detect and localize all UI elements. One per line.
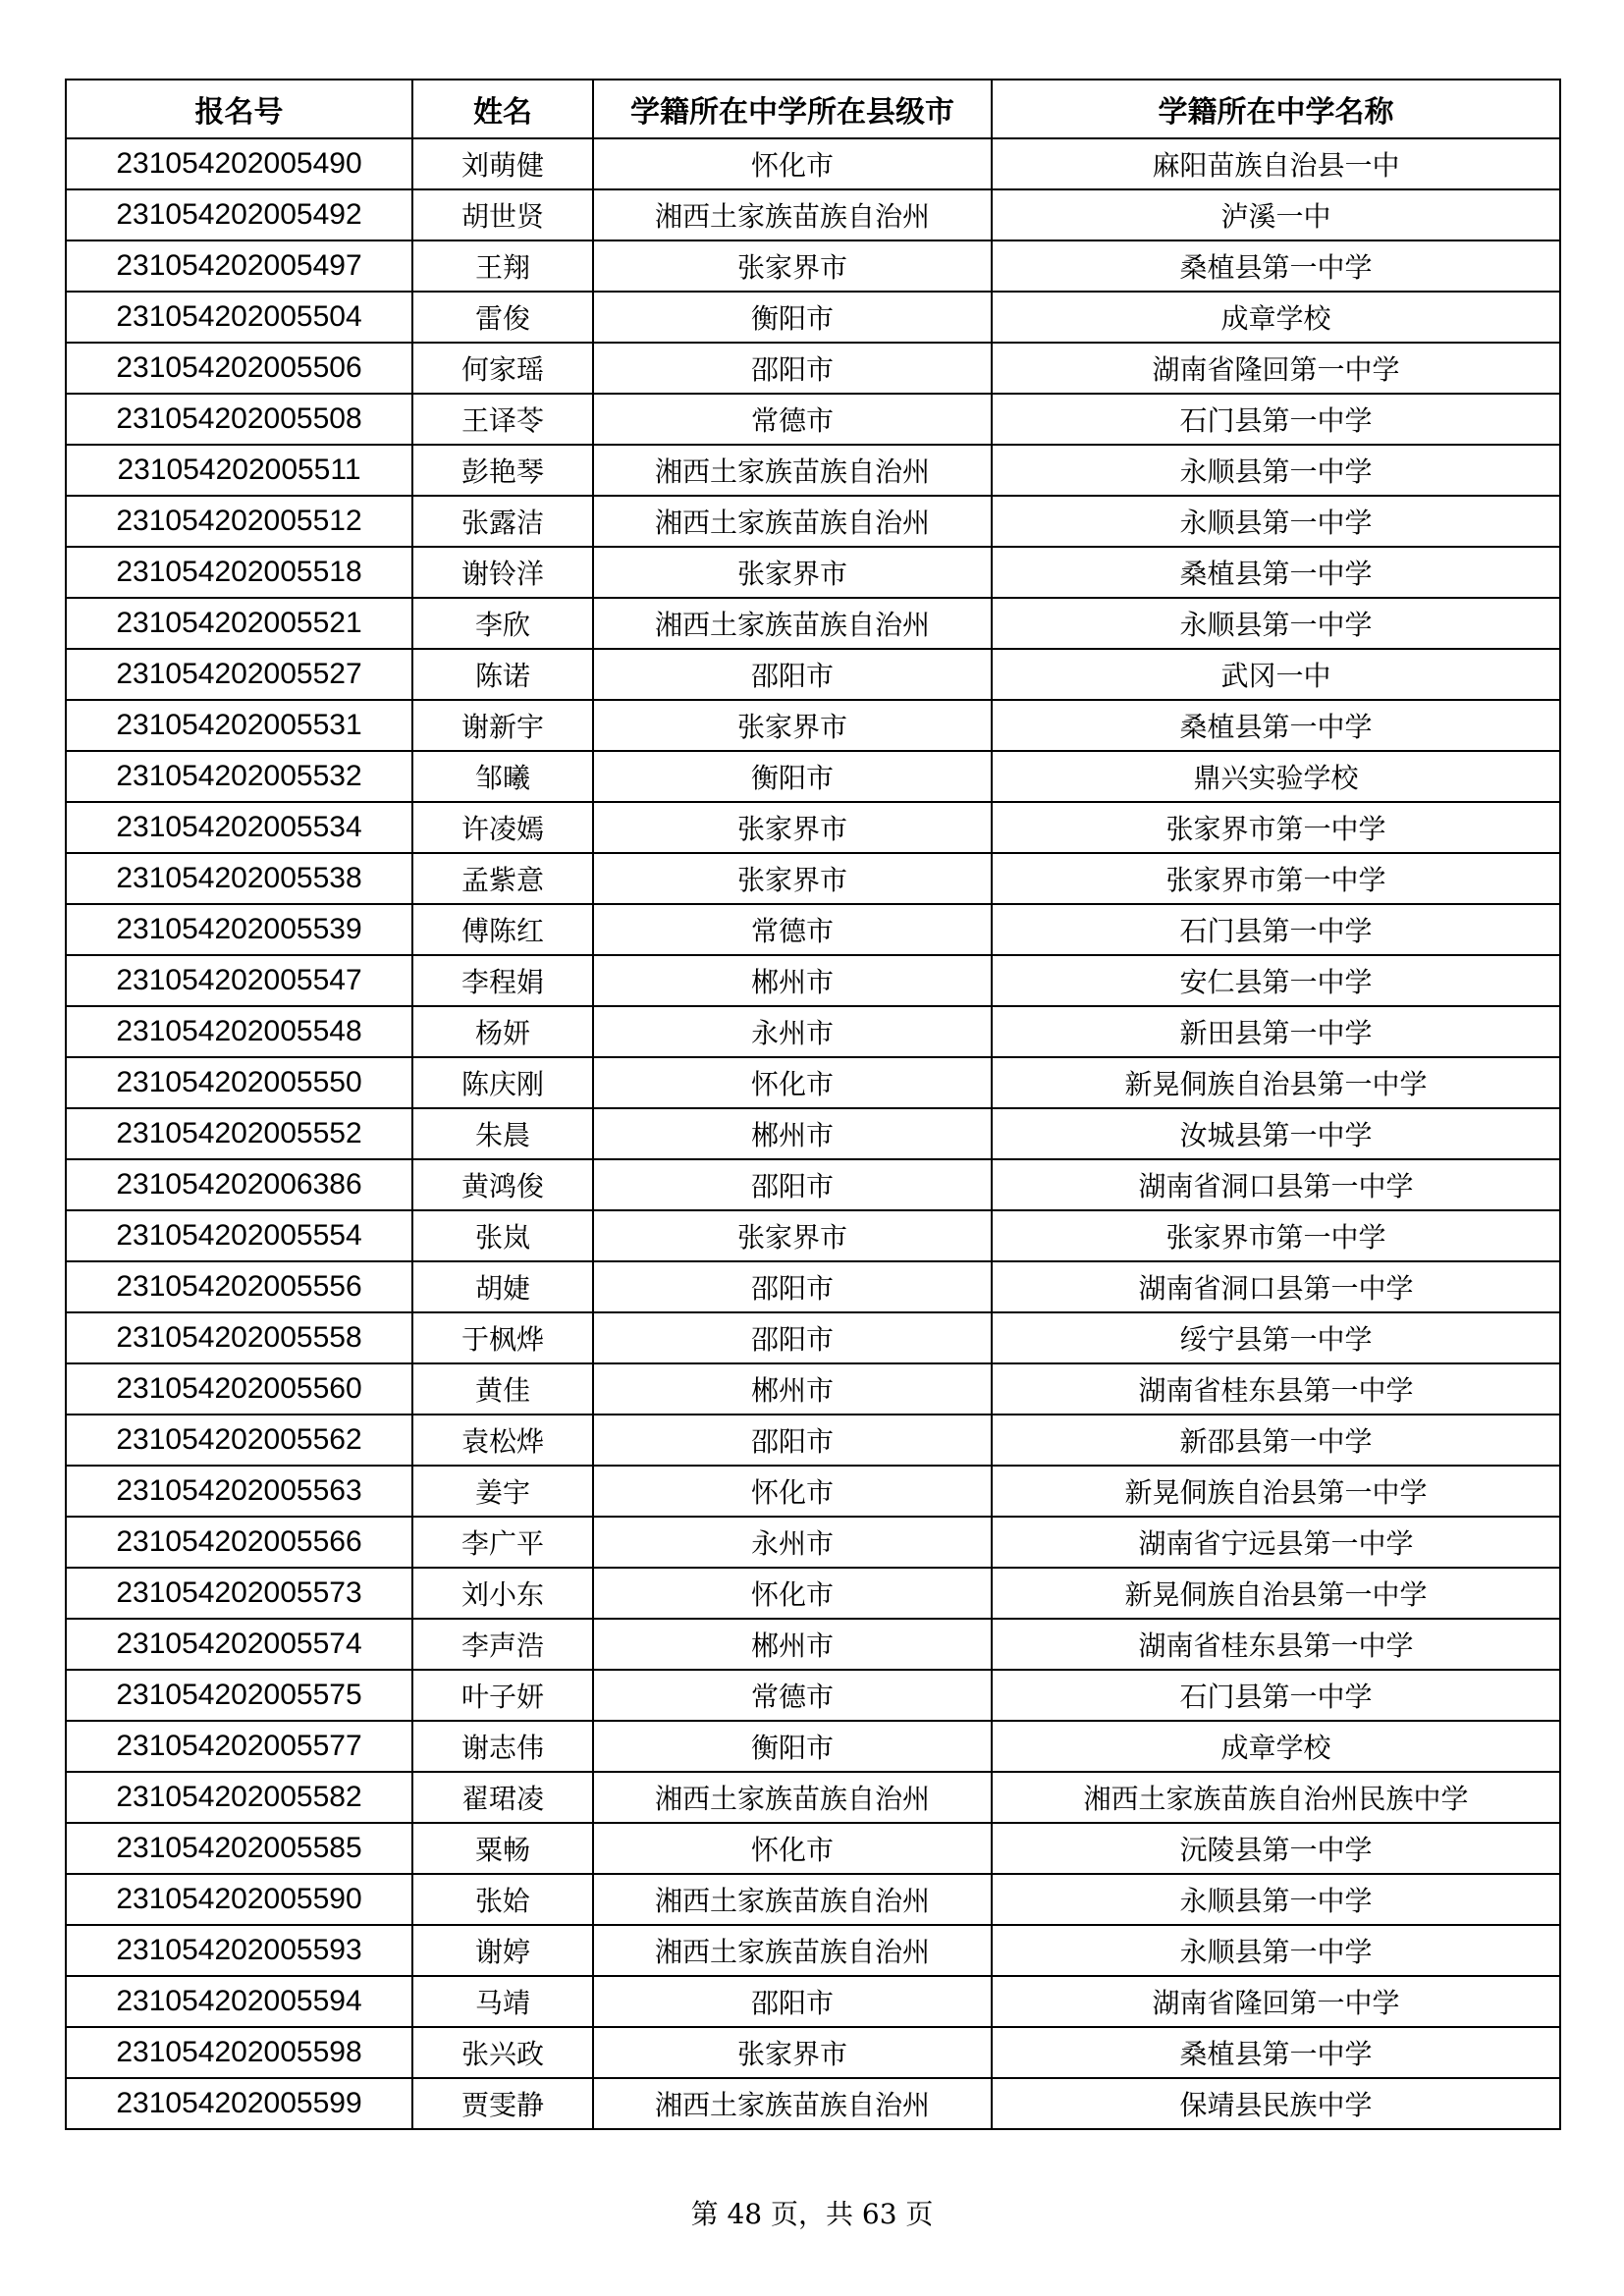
cell-name: 袁松烨 (412, 1415, 593, 1466)
table-row (66, 1823, 1560, 1874)
cell-school-city: 郴州市 (593, 1619, 992, 1670)
cell-registration-number: 231054202005531 (66, 700, 412, 751)
cell-school-name: 永顺县第一中学 (992, 1874, 1560, 1925)
header-name: 姓名 (412, 80, 593, 138)
cell-school-city: 怀化市 (593, 138, 992, 189)
cell-name: 于枫烨 (412, 1312, 593, 1363)
cell-school-name: 泸溪一中 (992, 189, 1560, 240)
cell-school-city: 张家界市 (593, 700, 992, 751)
cell-school-city: 邵阳市 (593, 1159, 992, 1210)
cell-registration-number: 231054202005532 (66, 751, 412, 802)
cell-name: 陈诺 (412, 649, 593, 700)
cell-school-name: 新邵县第一中学 (992, 1415, 1560, 1466)
cell-name: 谢铃洋 (412, 547, 593, 598)
cell-school-name: 沅陵县第一中学 (992, 1823, 1560, 1874)
table-row (66, 1415, 1560, 1466)
cell-school-name: 石门县第一中学 (992, 394, 1560, 445)
cell-school-name: 湖南省隆回第一中学 (992, 1976, 1560, 2027)
cell-school-city: 湘西土家族苗族自治州 (593, 189, 992, 240)
cell-school-name: 石门县第一中学 (992, 1670, 1560, 1721)
table-row (66, 189, 1560, 240)
cell-school-name: 成章学校 (992, 1721, 1560, 1772)
cell-name: 彭艳琴 (412, 445, 593, 496)
cell-school-city: 湘西土家族苗族自治州 (593, 1874, 992, 1925)
cell-name: 李程娟 (412, 955, 593, 1006)
cell-name: 邹曦 (412, 751, 593, 802)
cell-school-city: 永州市 (593, 1006, 992, 1057)
cell-school-name: 成章学校 (992, 292, 1560, 343)
cell-name: 叶子妍 (412, 1670, 593, 1721)
cell-school-name: 新晃侗族自治县第一中学 (992, 1466, 1560, 1517)
cell-name: 王翔 (412, 240, 593, 292)
cell-registration-number: 231054202005593 (66, 1925, 412, 1976)
table-row (66, 1874, 1560, 1925)
cell-name: 李欣 (412, 598, 593, 649)
cell-registration-number: 231054202005548 (66, 1006, 412, 1057)
cell-name: 李广平 (412, 1517, 593, 1568)
cell-school-city: 邵阳市 (593, 1312, 992, 1363)
cell-school-name: 桑植县第一中学 (992, 240, 1560, 292)
cell-school-city: 郴州市 (593, 1363, 992, 1415)
cell-registration-number: 231054202005575 (66, 1670, 412, 1721)
cell-registration-number: 231054202005573 (66, 1568, 412, 1619)
cell-school-city: 张家界市 (593, 1210, 992, 1261)
cell-registration-number: 231054202005508 (66, 394, 412, 445)
cell-school-name: 湖南省隆回第一中学 (992, 343, 1560, 394)
cell-registration-number: 231054202005539 (66, 904, 412, 955)
cell-school-city: 衡阳市 (593, 1721, 992, 1772)
cell-school-city: 张家界市 (593, 802, 992, 853)
cell-name: 姜宇 (412, 1466, 593, 1517)
cell-registration-number: 231054202005594 (66, 1976, 412, 2027)
cell-name: 胡世贤 (412, 189, 593, 240)
cell-name: 刘萌健 (412, 138, 593, 189)
table-row (66, 292, 1560, 343)
table-row (66, 1568, 1560, 1619)
table-row (66, 1517, 1560, 1568)
cell-name: 孟紫意 (412, 853, 593, 904)
cell-school-name: 绥宁县第一中学 (992, 1312, 1560, 1363)
cell-school-name: 永顺县第一中学 (992, 598, 1560, 649)
cell-school-name: 新晃侗族自治县第一中学 (992, 1057, 1560, 1108)
cell-registration-number: 231054202005538 (66, 853, 412, 904)
table-row (66, 445, 1560, 496)
cell-school-name: 保靖县民族中学 (992, 2078, 1560, 2129)
table-row (66, 802, 1560, 853)
cell-name: 黄鸿俊 (412, 1159, 593, 1210)
cell-school-city: 常德市 (593, 394, 992, 445)
cell-school-name: 桑植县第一中学 (992, 547, 1560, 598)
cell-name: 谢志伟 (412, 1721, 593, 1772)
cell-school-city: 湘西土家族苗族自治州 (593, 445, 992, 496)
table-row (66, 138, 1560, 189)
cell-name: 许凌嫣 (412, 802, 593, 853)
cell-school-city: 怀化市 (593, 1057, 992, 1108)
table-row (66, 751, 1560, 802)
cell-name: 张岚 (412, 1210, 593, 1261)
cell-name: 雷俊 (412, 292, 593, 343)
cell-registration-number: 231054202005585 (66, 1823, 412, 1874)
table-row (66, 1925, 1560, 1976)
cell-school-city: 邵阳市 (593, 343, 992, 394)
table-row (66, 1670, 1560, 1721)
table-row (66, 598, 1560, 649)
table-row (66, 1210, 1560, 1261)
cell-name: 朱晨 (412, 1108, 593, 1159)
cell-school-city: 湘西土家族苗族自治州 (593, 1772, 992, 1823)
cell-school-city: 怀化市 (593, 1568, 992, 1619)
cell-school-city: 湘西土家族苗族自治州 (593, 496, 992, 547)
cell-school-name: 张家界市第一中学 (992, 802, 1560, 853)
cell-registration-number: 231054202005504 (66, 292, 412, 343)
cell-registration-number: 231054202005506 (66, 343, 412, 394)
cell-name: 何家瑶 (412, 343, 593, 394)
cell-registration-number: 231054202005518 (66, 547, 412, 598)
cell-registration-number: 231054202005490 (66, 138, 412, 189)
table-row (66, 853, 1560, 904)
cell-school-name: 桑植县第一中学 (992, 700, 1560, 751)
cell-school-city: 邵阳市 (593, 649, 992, 700)
table-row (66, 1976, 1560, 2027)
cell-name: 马靖 (412, 1976, 593, 2027)
cell-school-name: 安仁县第一中学 (992, 955, 1560, 1006)
cell-registration-number: 231054202005534 (66, 802, 412, 853)
table-row (66, 1721, 1560, 1772)
cell-school-name: 湖南省洞口县第一中学 (992, 1159, 1560, 1210)
cell-registration-number: 231054202005577 (66, 1721, 412, 1772)
cell-school-name: 湘西土家族苗族自治州民族中学 (992, 1772, 1560, 1823)
table-row (66, 496, 1560, 547)
cell-school-city: 常德市 (593, 1670, 992, 1721)
cell-school-name: 新晃侗族自治县第一中学 (992, 1568, 1560, 1619)
cell-school-name: 石门县第一中学 (992, 904, 1560, 955)
cell-school-city: 怀化市 (593, 1823, 992, 1874)
cell-registration-number: 231054202005550 (66, 1057, 412, 1108)
cell-school-name: 桑植县第一中学 (992, 2027, 1560, 2078)
cell-name: 粟畅 (412, 1823, 593, 1874)
table-row (66, 343, 1560, 394)
cell-school-city: 常德市 (593, 904, 992, 955)
cell-name: 陈庆刚 (412, 1057, 593, 1108)
table-row (66, 1772, 1560, 1823)
cell-school-name: 汝城县第一中学 (992, 1108, 1560, 1159)
cell-registration-number: 231054202005590 (66, 1874, 412, 1925)
table-row (66, 649, 1560, 700)
cell-name: 王译苓 (412, 394, 593, 445)
cell-name: 黄佳 (412, 1363, 593, 1415)
cell-registration-number: 231054202005560 (66, 1363, 412, 1415)
cell-school-city: 湘西土家族苗族自治州 (593, 2078, 992, 2129)
cell-school-city: 永州市 (593, 1517, 992, 1568)
cell-name: 谢新宇 (412, 700, 593, 751)
table-header-row (66, 80, 1560, 138)
cell-school-name: 永顺县第一中学 (992, 1925, 1560, 1976)
cell-school-name: 鼎兴实验学校 (992, 751, 1560, 802)
cell-registration-number: 231054202005552 (66, 1108, 412, 1159)
cell-school-name: 新田县第一中学 (992, 1006, 1560, 1057)
cell-school-city: 郴州市 (593, 955, 992, 1006)
cell-school-name: 永顺县第一中学 (992, 445, 1560, 496)
cell-school-city: 郴州市 (593, 1108, 992, 1159)
header-registration-number: 报名号 (66, 80, 412, 138)
cell-registration-number: 231054202005599 (66, 2078, 412, 2129)
cell-registration-number: 231054202005497 (66, 240, 412, 292)
cell-registration-number: 231054202005512 (66, 496, 412, 547)
cell-registration-number: 231054202005558 (66, 1312, 412, 1363)
cell-name: 张兴政 (412, 2027, 593, 2078)
cell-name: 张露洁 (412, 496, 593, 547)
page-number-footer: 第 48 页，共 63 页 (690, 2198, 934, 2230)
cell-registration-number: 231054202005598 (66, 2027, 412, 2078)
cell-registration-number: 231054202005554 (66, 1210, 412, 1261)
cell-school-city: 邵阳市 (593, 1261, 992, 1312)
table-row (66, 240, 1560, 292)
cell-registration-number: 231054202005511 (66, 445, 412, 496)
cell-school-city: 湘西土家族苗族自治州 (593, 1925, 992, 1976)
cell-registration-number: 231054202005582 (66, 1772, 412, 1823)
cell-name: 谢婷 (412, 1925, 593, 1976)
cell-name: 李声浩 (412, 1619, 593, 1670)
cell-school-city: 张家界市 (593, 853, 992, 904)
cell-registration-number: 231054202005492 (66, 189, 412, 240)
cell-school-city: 张家界市 (593, 240, 992, 292)
cell-school-name: 湖南省桂东县第一中学 (992, 1619, 1560, 1670)
cell-registration-number: 231054202005527 (66, 649, 412, 700)
cell-name: 刘小东 (412, 1568, 593, 1619)
table-row (66, 2078, 1560, 2129)
cell-school-city: 张家界市 (593, 2027, 992, 2078)
table-row (66, 1006, 1560, 1057)
cell-registration-number: 231054202005566 (66, 1517, 412, 1568)
table-row (66, 2027, 1560, 2078)
cell-school-name: 湖南省宁远县第一中学 (992, 1517, 1560, 1568)
cell-name: 贾雯静 (412, 2078, 593, 2129)
cell-school-city: 邵阳市 (593, 1976, 992, 2027)
table-row (66, 1057, 1560, 1108)
cell-registration-number: 231054202005574 (66, 1619, 412, 1670)
table-row (66, 955, 1560, 1006)
table-row (66, 1108, 1560, 1159)
header-school-city: 学籍所在中学所在县级市 (593, 80, 992, 138)
cell-registration-number: 231054202005563 (66, 1466, 412, 1517)
table-row (66, 1363, 1560, 1415)
cell-registration-number: 231054202005547 (66, 955, 412, 1006)
cell-school-name: 永顺县第一中学 (992, 496, 1560, 547)
cell-registration-number: 231054202006386 (66, 1159, 412, 1210)
cell-school-city: 怀化市 (593, 1466, 992, 1517)
cell-school-city: 湘西土家族苗族自治州 (593, 598, 992, 649)
table-row (66, 1159, 1560, 1210)
cell-school-name: 武冈一中 (992, 649, 1560, 700)
table-row (66, 700, 1560, 751)
cell-name: 胡婕 (412, 1261, 593, 1312)
cell-name: 傅陈红 (412, 904, 593, 955)
table-row (66, 1466, 1560, 1517)
table-row (66, 1619, 1560, 1670)
cell-school-city: 衡阳市 (593, 292, 992, 343)
cell-school-city: 衡阳市 (593, 751, 992, 802)
cell-registration-number: 231054202005556 (66, 1261, 412, 1312)
table-row (66, 1312, 1560, 1363)
cell-school-name: 湖南省桂东县第一中学 (992, 1363, 1560, 1415)
cell-registration-number: 231054202005562 (66, 1415, 412, 1466)
cell-school-name: 张家界市第一中学 (992, 853, 1560, 904)
cell-school-city: 邵阳市 (593, 1415, 992, 1466)
table-row (66, 1261, 1560, 1312)
cell-name: 张姶 (412, 1874, 593, 1925)
roster-table (65, 79, 1561, 2130)
header-school-name: 学籍所在中学名称 (992, 80, 1560, 138)
cell-name: 杨妍 (412, 1006, 593, 1057)
table-row (66, 394, 1560, 445)
cell-school-name: 湖南省洞口县第一中学 (992, 1261, 1560, 1312)
table-row (66, 547, 1560, 598)
cell-school-city: 张家界市 (593, 547, 992, 598)
cell-school-name: 麻阳苗族自治县一中 (992, 138, 1560, 189)
cell-name: 翟珺凌 (412, 1772, 593, 1823)
table-body (66, 138, 1560, 2129)
cell-school-name: 张家界市第一中学 (992, 1210, 1560, 1261)
cell-registration-number: 231054202005521 (66, 598, 412, 649)
table-row (66, 904, 1560, 955)
